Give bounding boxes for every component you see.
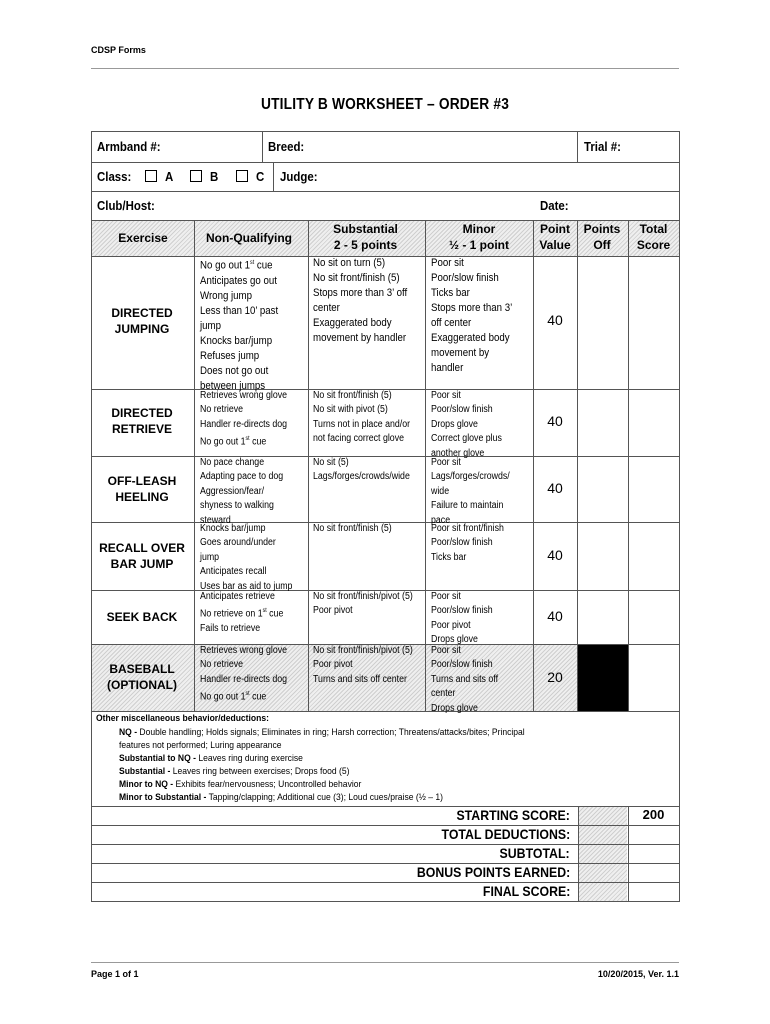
club-host-label[interactable]: Club/Host: xyxy=(97,198,155,213)
substantial-directed-retrieve: No sit front/finish (5) No sit with pivot (5) Turns not in place and/or not facing correct glove xyxy=(313,390,411,445)
total-deductions-label: TOTAL DEDUCTIONS: xyxy=(441,826,570,842)
nq-directed-retrieve: Retrieves wrong glove No retrieve Handler re-directs dog No go out 1st cue xyxy=(200,390,288,448)
bonus-points-label: BONUS POINTS EARNED: xyxy=(416,864,570,880)
col-divider xyxy=(577,131,578,162)
minor-directed-jumping: Poor sit Poor/slow finish Ticks bar Stops more than 3’ off center Exaggerated body movement by handler xyxy=(431,257,513,374)
total-cell-optional xyxy=(628,644,679,711)
minor-directed-retrieve: Poor sit Poor/slow finish Drops glove Correct glove plus another glove xyxy=(431,390,502,459)
class-a-label: A xyxy=(165,169,174,184)
armband-label[interactable]: Armband #: xyxy=(97,139,161,154)
minor-baseball: Poor sit Poor/slow finish Turns and sits off center Drops glove xyxy=(431,645,499,714)
judge-label[interactable]: Judge: xyxy=(280,169,318,184)
blocked-cell xyxy=(578,644,628,711)
misc-line: Minor to NQ - Exhibits fear/nervousness; Uncontrolled behavior xyxy=(119,779,362,790)
class-a-checkbox[interactable] xyxy=(145,170,157,182)
misc-line: Substantial - Leaves ring between exercises; Drops food (5) xyxy=(119,766,350,777)
exercise-recall-over-bar-jump: RECALL OVER BAR JUMP xyxy=(99,541,185,571)
nq-off-leash-heeling: No pace change Adapting pace to dog Aggression/fear/ shyness to walking steward xyxy=(200,457,284,526)
header-label: CDSP Forms xyxy=(91,45,146,55)
header-nq: Non-Qualifying xyxy=(206,231,292,245)
misc-line: Substantial to NQ - Leaves ring during exercise xyxy=(119,753,303,764)
trial-label[interactable]: Trial #: xyxy=(584,139,621,154)
class-c-label: C xyxy=(256,169,265,184)
minor-recall-over-bar-jump: Poor sit front/finish Poor/slow finish Ticks bar xyxy=(431,523,504,563)
row-divider xyxy=(91,825,680,826)
exercise-off-leash-heeling: OFF-LEASH HEELING xyxy=(107,474,177,504)
class-b-checkbox[interactable] xyxy=(190,170,202,182)
nq-seek-back: Anticipates retrieve No retrieve on 1st cue Fails to retrieve xyxy=(200,591,284,635)
page-number: Page 1 of 1 xyxy=(91,969,139,979)
exercise-directed-jumping: DIRECTED JUMPING xyxy=(111,306,173,336)
col-divider xyxy=(578,806,579,902)
version-date: 10/20/2015, Ver. 1.1 xyxy=(597,969,679,979)
col-divider xyxy=(628,220,629,711)
final-score-label: FINAL SCORE: xyxy=(482,883,570,899)
col-divider xyxy=(262,131,263,162)
row-divider xyxy=(91,162,680,163)
header-point-value: Point Value xyxy=(539,222,571,252)
point-value: 40 xyxy=(547,413,563,429)
header-points-off: Points Off xyxy=(583,222,621,252)
exercise-baseball-optional: BASEBALL (OPTIONAL) xyxy=(107,662,177,692)
misc-line: NQ - Double handling; Holds signals; Eliminates in ring; Harsh correction; Threatens/attacks/bites; Principal xyxy=(119,727,525,738)
misc-line: features not performed; Luring appearance xyxy=(119,740,282,751)
point-value: 40 xyxy=(547,312,563,328)
col-divider xyxy=(533,220,534,711)
col-divider xyxy=(308,220,309,711)
point-value: 20 xyxy=(547,669,563,685)
starting-score-value: 200 xyxy=(642,807,665,822)
date-label[interactable]: Date: xyxy=(540,198,569,213)
col-divider xyxy=(577,220,578,711)
nq-directed-jumping: No go out 1st cue Anticipates go out Wrong jump Less than 10’ past jump Knocks bar/jump Refuses jump Does not go out between jumps xyxy=(200,259,279,392)
point-value: 40 xyxy=(547,480,563,496)
header-substantial: Substantial 2 - 5 points xyxy=(333,222,398,252)
point-value: 40 xyxy=(547,547,563,563)
substantial-off-leash-heeling: No sit (5) Lags/forges/crowds/wide xyxy=(313,457,410,483)
header-exercise: Exercise xyxy=(118,231,168,245)
row-divider xyxy=(91,882,680,883)
score-hatch xyxy=(579,807,627,901)
page-title: UTILITY B WORKSHEET – ORDER #3 xyxy=(260,96,510,113)
nq-baseball: Retrieves wrong glove No retrieve Handler re-directs dog No go out 1st cue xyxy=(200,645,288,703)
col-divider xyxy=(194,220,195,711)
misc-line: Minor to Substantial - Tapping/clapping; Additional cue (3); Loud cues/praise (½ – 1) xyxy=(119,792,443,803)
minor-seek-back: Poor sit Poor/slow finish Poor pivot Drops glove xyxy=(431,591,493,646)
class-c-checkbox[interactable] xyxy=(236,170,248,182)
row-divider xyxy=(91,844,680,845)
exercise-directed-retrieve: DIRECTED RETRIEVE xyxy=(111,406,173,436)
substantial-seek-back: No sit front/finish/pivot (5) Poor pivot xyxy=(313,591,413,617)
row-divider xyxy=(91,863,680,864)
header-minor: Minor ½ - 1 point xyxy=(449,222,509,252)
substantial-recall-over-bar-jump: No sit front/finish (5) xyxy=(313,523,392,534)
col-divider xyxy=(273,162,274,191)
minor-off-leash-heeling: Poor sit Lags/forges/crowds/ wide Failure to maintain pace xyxy=(431,457,510,526)
header-total-score: Total Score xyxy=(636,222,671,252)
row-divider xyxy=(91,191,680,192)
class-b-label: B xyxy=(210,169,219,184)
header-rule xyxy=(91,68,679,69)
misc-heading: Other miscellaneous behavior/deductions: xyxy=(96,713,269,724)
point-value: 40 xyxy=(547,608,563,624)
substantial-directed-jumping: No sit on turn (5) No sit front/finish (5) Stops more than 3’ off center Exaggerated body movement by handler xyxy=(313,257,408,344)
subtotal-label: SUBTOTAL: xyxy=(499,845,570,861)
substantial-baseball: No sit front/finish/pivot (5) Poor pivot Turns and sits off center xyxy=(313,645,413,685)
exercise-seek-back: SEEK BACK xyxy=(106,610,178,624)
breed-label[interactable]: Breed: xyxy=(268,139,305,154)
class-label: Class: xyxy=(97,169,132,184)
col-divider xyxy=(425,220,426,711)
footer-rule xyxy=(91,962,679,963)
starting-score-label: STARTING SCORE: xyxy=(456,807,570,823)
nq-recall-over-bar-jump: Knocks bar/jump Goes around/under jump Anticipates recall Uses bar as aid to jump xyxy=(200,523,293,592)
